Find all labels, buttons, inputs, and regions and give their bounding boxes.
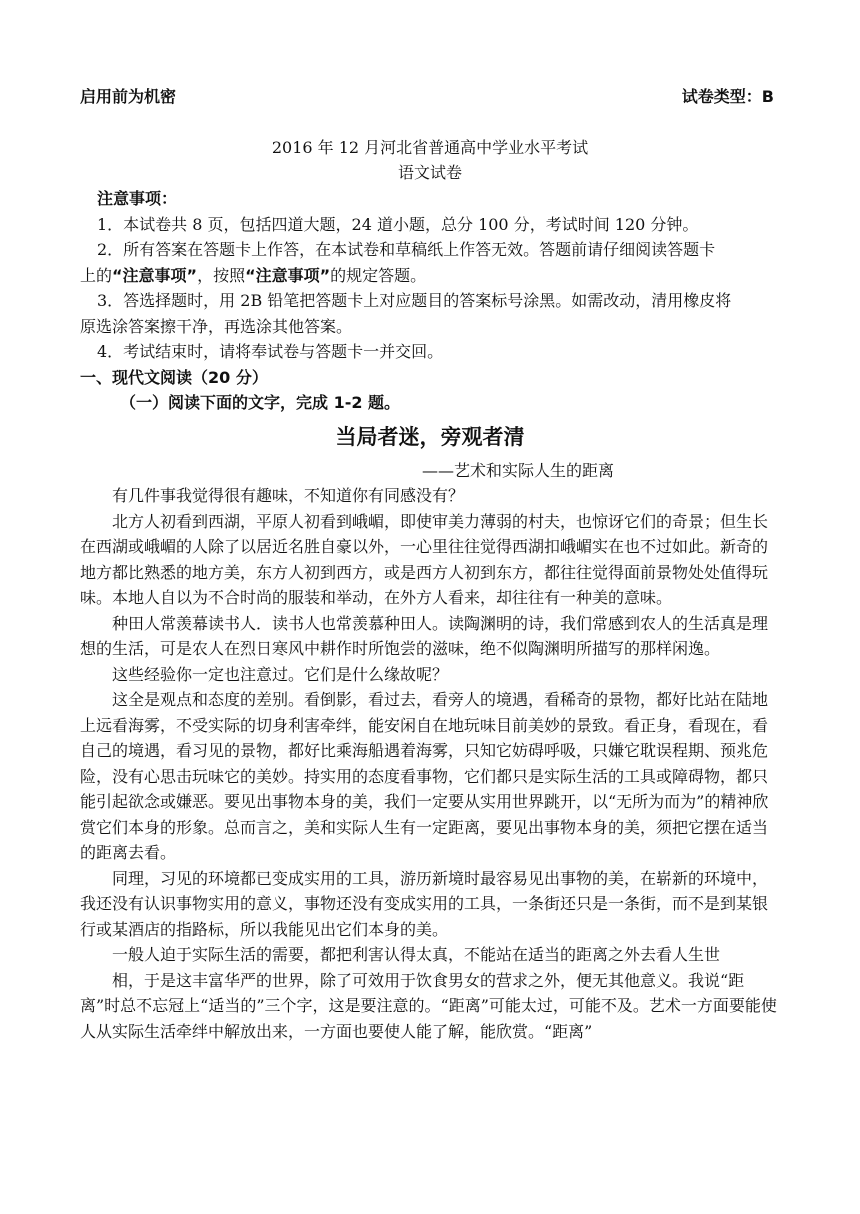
note-emphasis: “注意事项” bbox=[112, 265, 198, 285]
article-subtitle: ——艺术和实际人生的距离 bbox=[421, 460, 614, 480]
confidential-label: 启用前为机密 bbox=[80, 87, 177, 106]
section-heading: 一、现代文阅读（20 分） bbox=[80, 367, 268, 387]
note-text: 上的 bbox=[80, 265, 113, 285]
article-paragraph: 有几件事我觉得很有趣味，不知道你有同感没有？ bbox=[112, 486, 465, 505]
article-paragraph: 这全是观点和态度的差别。看倒影，看过去，看旁人的境遇，看稀奇的景物，都好比站在陆地上远看海雾，不受实际的切身利害牵绊，能安闲自在地玩味目前美妙的景致。看正身，看现在，看自己的境遇，看习见的景物，都好比乘海船遇着海雾，只知它妨碍呼吸，只嫌它耽误程期、预兆危险，没有心思击玩味它的美妙。持实用的态度看事物，它们都只是实际生活的工具或障碍物，都只能引起欲念或嫌恶。要见出事物本身的美，我们一定要从实用世界跳开，以“无所为而为”的精神欣赏它们本身的形象。总而言之，美和实际人生有一定距离，要见出事物本身的美，须把它摆在适当的距离去看。 bbox=[80, 690, 769, 862]
subsection-heading: （一）阅读下面的文字，完成 1-2 题。 bbox=[120, 393, 401, 412]
article-paragraph: 北方人初看到西湖，平原人初看到峨嵋，即使审美力薄弱的村夫，也惊讶它们的奇景；但生长在西湖或峨嵋的人除了以居近名胜自豪以外，一心里往往觉得西湖扣峨嵋实在也不过如此。新奇的地方都比熟悉的地方美，东方人初到西方，或是西方人初到东方，都往往觉得面前景物处处值得玩味。本地人自以为不合时尚的服装和举动，在外方人看来，却往往有一种美的意味。 bbox=[80, 511, 769, 607]
note-item-1: 1．本试卷共 8 页，包括四道大题，24 道小题，总分 100 分，考试时间 120 分钟。 bbox=[97, 214, 699, 234]
article-title: 当局者迷，旁观者清 bbox=[335, 424, 525, 449]
exam-title: 2016 年 12 月河北省普通高中学业水平考试 bbox=[271, 138, 589, 157]
note-text: 的规定答题。 bbox=[330, 265, 427, 285]
article-paragraph: 同理，习见的环境都已变成实用的工具，游历新境时最容易见出事物的美，在崭新的环境中，我还没有认识事物实用的意义，事物还没有变成实用的工具，一条街还只是一条街，而不是到某银行或某酒店的指路标，所以我能见出它们本身的美。 bbox=[80, 868, 769, 939]
note-item-2-line2 bbox=[80, 263, 780, 289]
article-paragraph: 种田人常羡幕读书人．读书人也常羡慕种田人。读陶渊明的诗，我们常感到农人的生活真是理想的生活，可是农人在烈日寒风中耕作时所饱尝的滋味，绝不似陶渊明所描写的那样闲逸。 bbox=[80, 613, 769, 658]
paper-type-label: 试卷类型：B bbox=[681, 87, 774, 106]
notes-heading: 注意事项： bbox=[97, 189, 178, 208]
article-paragraph: 这些经验你一定也注意过。它们是什么缘故呢？ bbox=[112, 664, 449, 684]
note-item-3-line1: 3．答选择题时，用 2B 铅笔把答题卡上对应题目的答案标号涂黑。如需改动，清用橡皮将 bbox=[97, 291, 732, 310]
article-paragraph: 相，于是这丰富华严的世界，除了可效用于饮食男女的营求之外，便无其他意义。我说“距离”时总不忘冠上“适当的”三个字，这是要注意的。“距离”可能太过，可能不及。艺术一方面要能使人从实际生活牵绊中解放出来，一方面也要使人能了解，能欣赏。“距离” bbox=[80, 970, 777, 1041]
exam-subtitle: 语文试卷 bbox=[397, 163, 462, 182]
note-emphasis: “注意事项” bbox=[245, 265, 331, 285]
article-paragraph: 一般人迫于实际生活的需要，都把利害认得太真，不能站在适当的距离之外去看人生世 bbox=[112, 945, 721, 964]
note-item-3-line2: 原选涂答案擦干净，再选涂其他答案。 bbox=[80, 316, 353, 336]
note-item-2-line1: 2．所有答案在答题卡上作答，在本试卷和草稿纸上作答无效。答题前请仔细阅读答题卡 bbox=[97, 240, 716, 259]
exam-content bbox=[80, 186, 780, 1044]
note-item-4: 4．考试结束时，请将奉试卷与答题卡一并交回。 bbox=[97, 342, 444, 361]
note-text: ，按照 bbox=[197, 265, 246, 285]
